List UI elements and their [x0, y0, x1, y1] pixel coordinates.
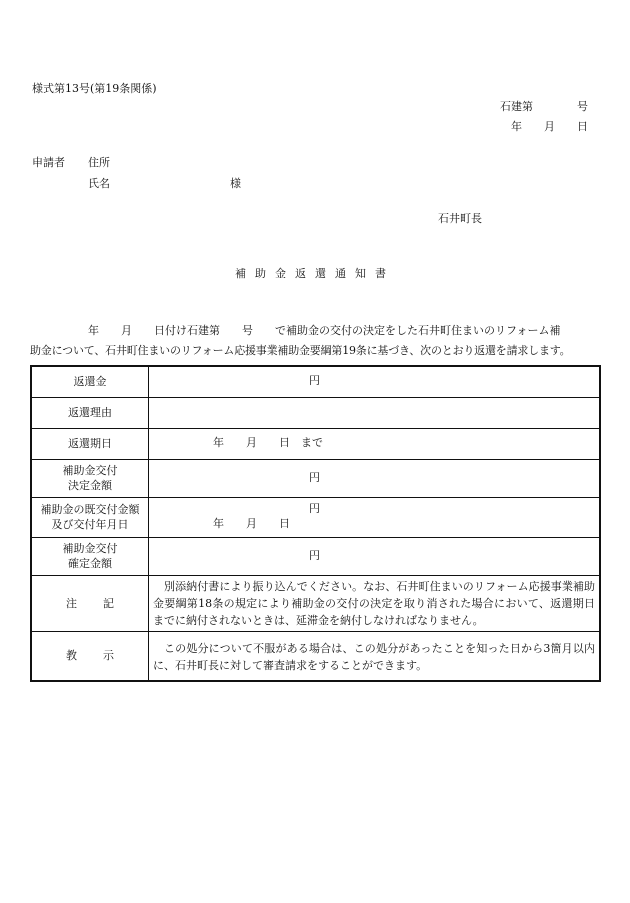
yen-unit: 円	[309, 374, 320, 388]
row-label-line: 決定金額	[68, 479, 112, 492]
table-row	[31, 459, 600, 497]
row-label	[31, 459, 149, 497]
row-label-line: 補助金の既交付金額	[40, 503, 140, 516]
note-cell	[149, 575, 601, 631]
note-text: 別添納付書により振り込んでください。なお、石井町住まいのリフォーム応援事業補助金要綱第18条の規定により補助金の交付の決定を取り消された場合において、返還期日までに納付されないときは、延滞金を納付しなければなりません。	[153, 579, 595, 627]
instruction-cell	[149, 631, 601, 681]
table-row	[31, 575, 600, 631]
row-label	[31, 537, 149, 575]
yen-unit: 円	[309, 548, 320, 562]
table-row	[31, 397, 600, 428]
row-label	[31, 631, 149, 681]
name-label: 氏名	[88, 177, 110, 190]
document-title: 補助金返還通知書	[235, 267, 395, 280]
address-label: 住所	[88, 156, 110, 169]
reference-number: 石建第 号	[500, 100, 588, 113]
body-line-2: 助金について、石井町住まいのリフォーム応援事業補助金要綱第19条に基づき、次のとおり返還を請求します。	[30, 344, 571, 357]
instruction-text: この処分について不服がある場合は、この処分があったことを知った日から3箇月以内に、石井町長に対して審査請求をすることができます。	[153, 641, 595, 672]
refund-amount-cell	[149, 366, 601, 397]
honorific: 様	[230, 177, 241, 190]
row-label-line: 確定金額	[68, 557, 112, 570]
row-label: 返還金	[31, 366, 149, 397]
yen-unit: 円	[309, 502, 320, 516]
due-date-text: 年 月 日 まで	[213, 436, 323, 450]
row-label-line: 及び交付年月日	[51, 518, 129, 531]
paid-date-text: 年 月 日	[213, 517, 290, 530]
reference-date: 年 月 日	[511, 120, 588, 133]
body-line-1: 年 月 日付け石建第 号 で補助金の交付の決定をした石井町住まいのリフォーム補	[88, 324, 561, 337]
table-row	[31, 497, 600, 537]
row-label-line: 補助金交付	[62, 542, 118, 555]
refund-reason-cell	[149, 397, 601, 428]
row-label	[31, 497, 149, 537]
grant-decision-amount-cell	[149, 459, 601, 497]
applicant-label: 申請者	[32, 156, 65, 169]
row-label	[31, 575, 149, 631]
table-row	[31, 631, 600, 681]
row-label: 返還期日	[31, 428, 149, 459]
table-row	[31, 366, 600, 397]
note-label: 注記	[66, 596, 140, 610]
instruction-label: 教示	[66, 649, 140, 663]
grant-confirmed-amount-cell	[149, 537, 601, 575]
grant-paid-amount-cell	[149, 497, 601, 537]
table-row	[31, 537, 600, 575]
table-row	[31, 428, 600, 459]
yen-unit: 円	[309, 470, 320, 484]
refund-due-date-cell	[149, 428, 601, 459]
refund-details-table	[30, 365, 601, 682]
issuer: 石井町長	[438, 212, 482, 225]
row-label-line: 補助金交付	[62, 464, 118, 477]
row-label: 返還理由	[31, 397, 149, 428]
form-number: 様式第13号(第19条関係)	[32, 82, 157, 95]
body-text	[30, 321, 602, 361]
